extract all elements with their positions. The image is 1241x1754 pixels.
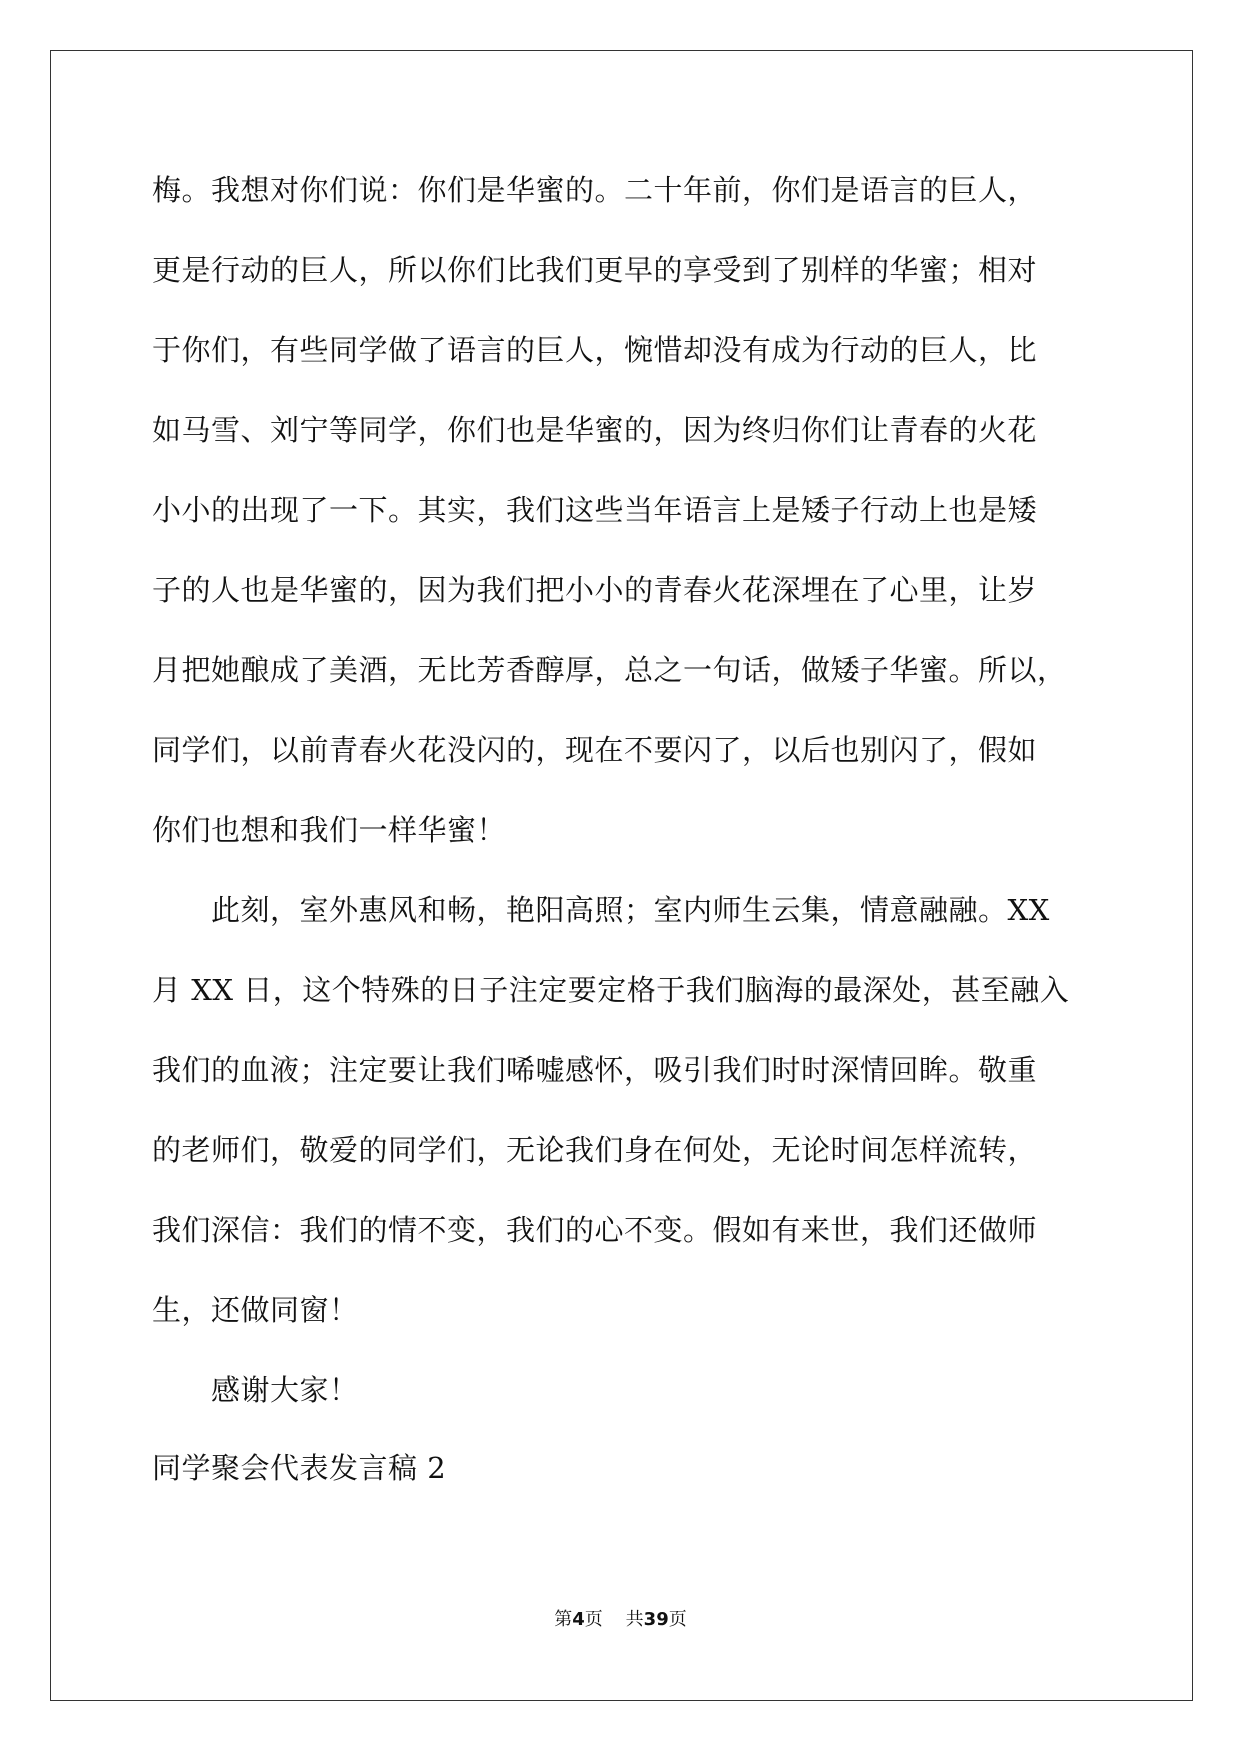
text-line: 梅。我想对你们说：你们是华蜜的。二十年前，你们是语言的巨人， (152, 173, 1038, 207)
footer-total-suffix: 页 (668, 1609, 687, 1630)
text-line: 小小的出现了一下。其实，我们这些当年语言上是矮子行动上也是矮 (152, 493, 1038, 527)
footer-prefix: 第 (554, 1609, 573, 1630)
text-line: 如马雪、刘宁等同学，你们也是华蜜的，因为终归你们让青春的火花 (152, 413, 1038, 447)
text-line: 同学们，以前青春火花没闪的，现在不要闪了，以后也别闪了，假如 (152, 733, 1038, 767)
footer-total-prefix: 共 (625, 1609, 644, 1630)
closing-thanks: 感谢大家！ (152, 1373, 359, 1407)
paragraph-start-line: 此刻，室外惠风和畅，艳阳高照；室内师生云集，情意融融。XX (152, 893, 1050, 927)
text-line: 生，还做同窗！ (152, 1293, 359, 1327)
text-line: 我们的血液；注定要让我们唏嘘感怀，吸引我们时时深情回眸。敬重 (152, 1053, 1038, 1087)
footer-page-number: 4 (572, 1609, 585, 1630)
text-line: 你们也想和我们一样华蜜！ (152, 813, 507, 847)
footer-total-pages: 39 (643, 1609, 669, 1630)
text-line: 更是行动的巨人，所以你们比我们更早的享受到了别样的华蜜；相对 (152, 253, 1038, 287)
text-line: 于你们，有些同学做了语言的巨人，惋惜却没有成为行动的巨人，比 (152, 333, 1038, 367)
text-line: 月把她酿成了美酒，无比芳香醇厚，总之一句话，做矮子华蜜。所以， (152, 653, 1067, 687)
footer-page-suffix: 页 (584, 1609, 603, 1630)
text-line: 子的人也是华蜜的，因为我们把小小的青春火花深埋在了心里，让岁 (152, 573, 1038, 607)
section-heading: 同学聚会代表发言稿 2 (152, 1451, 447, 1485)
text-line: 的老师们，敬爱的同学们，无论我们身在何处，无论时间怎样流转， (152, 1133, 1038, 1167)
page-footer (0, 1608, 1241, 1632)
text-line: 月 XX 日，这个特殊的日子注定要定格于我们脑海的最深处，甚至融入 (152, 973, 1070, 1007)
text-line: 我们深信：我们的情不变，我们的心不变。假如有来世，我们还做师 (152, 1213, 1038, 1247)
